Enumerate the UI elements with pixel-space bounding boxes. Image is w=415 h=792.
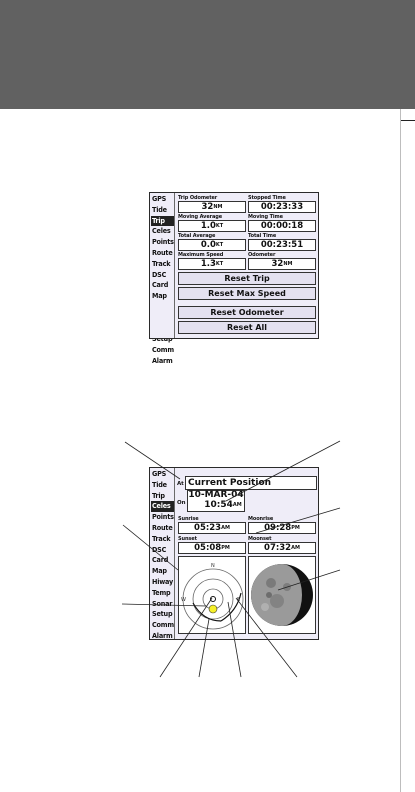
sidebar-item-alarm[interactable]: Alarm	[152, 630, 173, 640]
sidebar-item-route[interactable]: Route	[152, 522, 173, 532]
sidebar-item-gps[interactable]: GPS	[152, 469, 167, 478]
moon-view-panel	[248, 556, 316, 634]
time-display: $10:54^{AM}$	[204, 499, 242, 510]
sidebar-item-celes[interactable]: Celes	[152, 226, 171, 236]
moon-phase-icon	[249, 557, 315, 633]
odometer-label: Odometer	[248, 252, 276, 258]
sidebar-item-route[interactable]: Route	[152, 247, 173, 257]
sidebar-item-alarm[interactable]: Alarm	[152, 355, 173, 365]
sidebar-item-points[interactable]: Points	[152, 512, 174, 522]
sidebar-item-points[interactable]: Points	[152, 237, 174, 247]
sidebar-item-hiway[interactable]: Hiway	[152, 576, 173, 586]
sunrise-field[interactable]: $05:23^{AM}$	[178, 522, 246, 534]
date-value: 10-MAR-04	[188, 490, 244, 500]
moonset-field[interactable]: $07:32^{AM}$	[248, 542, 316, 554]
sidebar-item-comm[interactable]: Comm	[152, 345, 174, 355]
total-time-label: Total Time	[248, 233, 277, 239]
margin-rule	[400, 109, 401, 792]
sidebar-item-celes[interactable]: Celes	[151, 501, 174, 512]
stopped-time-field[interactable]: 00:23:33	[248, 201, 316, 213]
trip-content-lower	[174, 303, 318, 338]
trip-sidebar	[151, 194, 174, 367]
sidebar-item-tide[interactable]: Tide	[152, 479, 167, 489]
sidebar-item-track[interactable]: Track	[152, 258, 171, 268]
moonset-label: Moonset	[248, 536, 272, 542]
sidebar-item-card[interactable]: Card	[152, 555, 169, 565]
sidebar-item-map[interactable]: Map	[152, 566, 167, 576]
sidebar-item-trip[interactable]: Trip	[151, 216, 174, 227]
trip-screen-lower	[149, 303, 319, 339]
trip-content	[174, 193, 318, 305]
trip-odometer-label: Trip Odometer	[178, 195, 218, 201]
total-time-field[interactable]: 00:23:51	[248, 239, 316, 251]
moonrise-field[interactable]: $09:28^{PM}$	[248, 522, 316, 534]
sunrise-label: Sunrise	[178, 516, 199, 522]
sidebar-item-dsc[interactable]: DSC	[152, 269, 167, 279]
margin-tick	[401, 120, 415, 121]
page-header-band	[0, 0, 415, 109]
location-field[interactable]: Current Position	[185, 476, 317, 490]
sidebar-item-trip[interactable]: Trip	[152, 490, 165, 500]
celes-screen	[149, 467, 319, 640]
sidebar-item-sonar[interactable]: Sonar	[152, 598, 173, 608]
sidebar-item-card[interactable]: Card	[152, 280, 169, 290]
sidebar-item-temp[interactable]: Temp	[152, 587, 171, 597]
reset-max-speed-button[interactable]: Reset Max Speed	[178, 287, 316, 300]
reset-all-button[interactable]: Reset All	[178, 321, 316, 334]
sidebar-item-setup[interactable]: Setup	[152, 609, 173, 619]
maximum-speed-field[interactable]: $1.3^{KT}$	[178, 258, 246, 270]
compass-w-label: W	[181, 597, 186, 603]
date-time-field[interactable]	[187, 490, 245, 512]
on-label: On	[177, 500, 186, 506]
odometer-field[interactable]: $32^{NM}$	[248, 258, 316, 270]
reset-odometer-button[interactable]: Reset Odometer	[178, 306, 316, 319]
sidebar-item-tide[interactable]: Tide	[152, 204, 167, 214]
compass-e-label: E	[237, 597, 241, 603]
sunset-field[interactable]: $05:08^{PM}$	[178, 542, 246, 554]
sky-view-graphic	[179, 557, 245, 633]
at-label: At	[177, 481, 184, 487]
sidebar-item-track[interactable]: Track	[152, 533, 171, 543]
moving-average-field[interactable]: $1.0^{KT}$	[178, 220, 246, 232]
moving-time-field[interactable]: 00:00:18	[248, 220, 316, 232]
celes-content	[174, 468, 318, 639]
maximum-speed-label: Maximum Speed	[178, 252, 224, 258]
sun-icon	[209, 605, 217, 613]
sidebar-item-comm[interactable]: Comm	[152, 620, 174, 630]
moving-time-label: Moving Time	[248, 214, 283, 220]
moonrise-label: Moonrise	[248, 516, 274, 522]
total-average-field[interactable]: $0.0^{KT}$	[178, 239, 246, 251]
compass-n-label: N	[211, 563, 215, 569]
sky-view-panel	[178, 556, 246, 634]
trip-odometer-field[interactable]: $32^{NM}$	[178, 201, 246, 213]
reset-trip-button[interactable]: Reset Trip	[178, 272, 316, 285]
sunset-label: Sunset	[178, 536, 197, 542]
stopped-time-label: Stopped Time	[248, 195, 286, 201]
moving-average-label: Moving Average	[178, 214, 223, 220]
sidebar-item-map[interactable]: Map	[152, 291, 167, 301]
total-average-label: Total Average	[178, 233, 216, 239]
celes-sidebar	[151, 469, 174, 642]
sidebar-item-dsc[interactable]: DSC	[152, 544, 167, 554]
sidebar-item-gps[interactable]: GPS	[152, 194, 167, 203]
